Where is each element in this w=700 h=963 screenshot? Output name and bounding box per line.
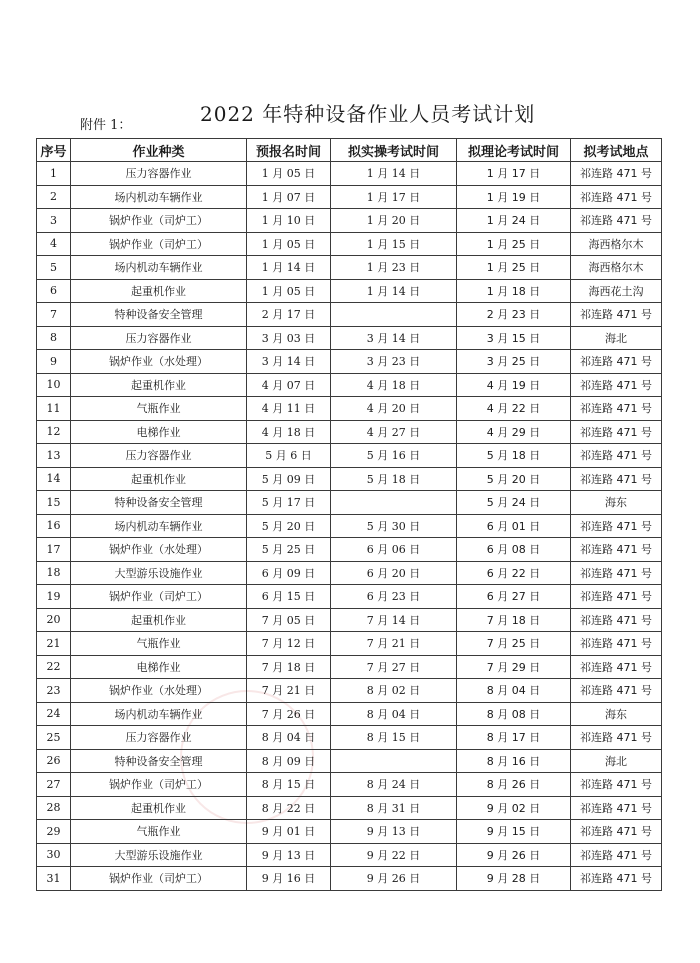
cell-no: 2 — [37, 185, 71, 209]
cell-practical-exam-date: 8 月 24 日 — [331, 773, 457, 797]
cell-practical-exam-date: 6 月 06 日 — [331, 538, 457, 562]
cell-practical-exam-date: 6 月 23 日 — [331, 585, 457, 609]
cell-theory-exam-date: 4 月 22 日 — [457, 397, 571, 421]
cell-no: 19 — [37, 585, 71, 609]
table-row — [37, 162, 662, 186]
cell-no: 26 — [37, 749, 71, 773]
cell-work-type: 锅炉作业（水处理） — [71, 538, 247, 562]
cell-practical-exam-date: 4 月 18 日 — [331, 373, 457, 397]
cell-work-type: 场内机动车辆作业 — [71, 185, 247, 209]
cell-theory-exam-date: 8 月 26 日 — [457, 773, 571, 797]
cell-practical-exam-date: 1 月 14 日 — [331, 279, 457, 303]
page-title: 2022 年特种设备作业人员考试计划 — [200, 102, 536, 126]
cell-work-type: 锅炉作业（司炉工） — [71, 232, 247, 256]
cell-practical-exam-date: 1 月 20 日 — [331, 209, 457, 233]
cell-exam-location: 海北 — [571, 749, 662, 773]
cell-registration-date: 6 月 09 日 — [247, 561, 331, 585]
cell-practical-exam-date — [331, 491, 457, 515]
cell-no: 8 — [37, 326, 71, 350]
table-row — [37, 749, 662, 773]
cell-exam-location: 祁连路 471 号 — [571, 726, 662, 750]
table-row — [37, 538, 662, 562]
cell-registration-date: 1 月 05 日 — [247, 232, 331, 256]
cell-theory-exam-date: 8 月 04 日 — [457, 679, 571, 703]
cell-registration-date: 8 月 04 日 — [247, 726, 331, 750]
table-row — [37, 232, 662, 256]
exam-schedule-table — [36, 138, 662, 891]
cell-registration-date: 5 月 17 日 — [247, 491, 331, 515]
cell-no: 25 — [37, 726, 71, 750]
cell-theory-exam-date: 1 月 24 日 — [457, 209, 571, 233]
cell-exam-location: 祁连路 471 号 — [571, 514, 662, 538]
table-row — [37, 561, 662, 585]
table-row — [37, 279, 662, 303]
table-row — [37, 514, 662, 538]
cell-work-type: 电梯作业 — [71, 655, 247, 679]
cell-theory-exam-date: 4 月 19 日 — [457, 373, 571, 397]
cell-no: 6 — [37, 279, 71, 303]
cell-no: 20 — [37, 608, 71, 632]
cell-no: 24 — [37, 702, 71, 726]
cell-registration-date: 7 月 12 日 — [247, 632, 331, 656]
cell-exam-location: 祁连路 471 号 — [571, 820, 662, 844]
cell-no: 30 — [37, 843, 71, 867]
cell-exam-location: 祁连路 471 号 — [571, 162, 662, 186]
table-row — [37, 726, 662, 750]
cell-practical-exam-date: 1 月 15 日 — [331, 232, 457, 256]
cell-registration-date: 9 月 13 日 — [247, 843, 331, 867]
cell-work-type: 电梯作业 — [71, 420, 247, 444]
cell-registration-date: 3 月 03 日 — [247, 326, 331, 350]
cell-exam-location: 祁连路 471 号 — [571, 397, 662, 421]
cell-registration-date: 4 月 18 日 — [247, 420, 331, 444]
cell-work-type: 气瓶作业 — [71, 397, 247, 421]
cell-no: 15 — [37, 491, 71, 515]
cell-work-type: 压力容器作业 — [71, 726, 247, 750]
cell-theory-exam-date: 1 月 17 日 — [457, 162, 571, 186]
table-row — [37, 608, 662, 632]
table-row — [37, 843, 662, 867]
cell-theory-exam-date: 9 月 28 日 — [457, 867, 571, 891]
header-practical-exam-date: 拟实操考试时间 — [331, 139, 457, 162]
cell-no: 1 — [37, 162, 71, 186]
cell-exam-location: 祁连路 471 号 — [571, 632, 662, 656]
cell-practical-exam-date — [331, 749, 457, 773]
table-row — [37, 632, 662, 656]
cell-registration-date: 1 月 14 日 — [247, 256, 331, 280]
cell-theory-exam-date: 6 月 27 日 — [457, 585, 571, 609]
header-work-type: 作业种类 — [71, 139, 247, 162]
cell-theory-exam-date: 8 月 08 日 — [457, 702, 571, 726]
table-row — [37, 820, 662, 844]
table-row — [37, 773, 662, 797]
header-registration-date: 预报名时间 — [247, 139, 331, 162]
table-row — [37, 444, 662, 468]
cell-practical-exam-date: 8 月 04 日 — [331, 702, 457, 726]
cell-theory-exam-date: 5 月 18 日 — [457, 444, 571, 468]
cell-no: 13 — [37, 444, 71, 468]
table-header-row — [37, 139, 662, 162]
cell-registration-date: 8 月 22 日 — [247, 796, 331, 820]
cell-registration-date: 5 月 09 日 — [247, 467, 331, 491]
cell-registration-date: 7 月 05 日 — [247, 608, 331, 632]
table-row — [37, 420, 662, 444]
cell-exam-location: 祁连路 471 号 — [571, 655, 662, 679]
cell-registration-date: 7 月 26 日 — [247, 702, 331, 726]
header-no: 序号 — [37, 139, 71, 162]
cell-theory-exam-date: 6 月 08 日 — [457, 538, 571, 562]
cell-no: 7 — [37, 303, 71, 327]
cell-work-type: 压力容器作业 — [71, 444, 247, 468]
cell-registration-date: 8 月 09 日 — [247, 749, 331, 773]
table-body — [37, 162, 662, 891]
cell-exam-location: 祁连路 471 号 — [571, 843, 662, 867]
cell-work-type: 锅炉作业（水处理） — [71, 679, 247, 703]
cell-work-type: 压力容器作业 — [71, 326, 247, 350]
cell-practical-exam-date: 1 月 17 日 — [331, 185, 457, 209]
cell-exam-location: 祁连路 471 号 — [571, 796, 662, 820]
cell-theory-exam-date: 3 月 15 日 — [457, 326, 571, 350]
cell-practical-exam-date: 6 月 20 日 — [331, 561, 457, 585]
cell-work-type: 特种设备安全管理 — [71, 491, 247, 515]
table-row — [37, 702, 662, 726]
cell-work-type: 锅炉作业（司炉工） — [71, 585, 247, 609]
cell-theory-exam-date: 3 月 25 日 — [457, 350, 571, 374]
cell-theory-exam-date: 1 月 25 日 — [457, 232, 571, 256]
cell-no: 9 — [37, 350, 71, 374]
cell-work-type: 气瓶作业 — [71, 820, 247, 844]
cell-registration-date: 9 月 01 日 — [247, 820, 331, 844]
cell-work-type: 锅炉作业（司炉工） — [71, 209, 247, 233]
cell-theory-exam-date: 7 月 18 日 — [457, 608, 571, 632]
cell-work-type: 大型游乐设施作业 — [71, 843, 247, 867]
cell-practical-exam-date — [331, 303, 457, 327]
cell-work-type: 起重机作业 — [71, 467, 247, 491]
table-row — [37, 796, 662, 820]
cell-exam-location: 祁连路 471 号 — [571, 350, 662, 374]
cell-exam-location: 祁连路 471 号 — [571, 867, 662, 891]
cell-exam-location: 祁连路 471 号 — [571, 303, 662, 327]
table-row — [37, 491, 662, 515]
cell-theory-exam-date: 9 月 26 日 — [457, 843, 571, 867]
cell-work-type: 锅炉作业（水处理） — [71, 350, 247, 374]
cell-theory-exam-date: 2 月 23 日 — [457, 303, 571, 327]
table-row — [37, 655, 662, 679]
cell-practical-exam-date: 5 月 30 日 — [331, 514, 457, 538]
table-row — [37, 185, 662, 209]
cell-registration-date: 1 月 10 日 — [247, 209, 331, 233]
cell-exam-location: 祁连路 471 号 — [571, 373, 662, 397]
cell-work-type: 起重机作业 — [71, 279, 247, 303]
cell-theory-exam-date: 5 月 24 日 — [457, 491, 571, 515]
cell-registration-date: 1 月 05 日 — [247, 279, 331, 303]
cell-no: 11 — [37, 397, 71, 421]
cell-registration-date: 6 月 15 日 — [247, 585, 331, 609]
cell-registration-date: 2 月 17 日 — [247, 303, 331, 327]
cell-work-type: 锅炉作业（司炉工） — [71, 773, 247, 797]
table-row — [37, 373, 662, 397]
cell-no: 5 — [37, 256, 71, 280]
cell-work-type: 场内机动车辆作业 — [71, 702, 247, 726]
table-row — [37, 256, 662, 280]
cell-exam-location: 海西花土沟 — [571, 279, 662, 303]
cell-no: 3 — [37, 209, 71, 233]
cell-no: 18 — [37, 561, 71, 585]
cell-no: 21 — [37, 632, 71, 656]
cell-exam-location: 祁连路 471 号 — [571, 444, 662, 468]
cell-exam-location: 海东 — [571, 702, 662, 726]
cell-no: 27 — [37, 773, 71, 797]
header-theory-exam-date: 拟理论考试时间 — [457, 139, 571, 162]
attachment-label: 附件 1： — [80, 118, 132, 133]
cell-practical-exam-date: 9 月 26 日 — [331, 867, 457, 891]
header-exam-location: 拟考试地点 — [571, 139, 662, 162]
cell-practical-exam-date: 7 月 21 日 — [331, 632, 457, 656]
cell-no: 28 — [37, 796, 71, 820]
table-row — [37, 585, 662, 609]
cell-theory-exam-date: 8 月 16 日 — [457, 749, 571, 773]
cell-no: 16 — [37, 514, 71, 538]
cell-exam-location: 祁连路 471 号 — [571, 585, 662, 609]
cell-practical-exam-date: 7 月 14 日 — [331, 608, 457, 632]
cell-no: 17 — [37, 538, 71, 562]
cell-theory-exam-date: 1 月 18 日 — [457, 279, 571, 303]
cell-no: 10 — [37, 373, 71, 397]
cell-theory-exam-date: 7 月 29 日 — [457, 655, 571, 679]
cell-exam-location: 海西格尔木 — [571, 232, 662, 256]
cell-exam-location: 海北 — [571, 326, 662, 350]
cell-theory-exam-date: 1 月 25 日 — [457, 256, 571, 280]
table-row — [37, 303, 662, 327]
cell-exam-location: 祁连路 471 号 — [571, 608, 662, 632]
cell-no: 4 — [37, 232, 71, 256]
cell-exam-location: 祁连路 471 号 — [571, 561, 662, 585]
cell-registration-date: 7 月 21 日 — [247, 679, 331, 703]
cell-work-type: 特种设备安全管理 — [71, 303, 247, 327]
cell-practical-exam-date: 4 月 20 日 — [331, 397, 457, 421]
cell-exam-location: 祁连路 471 号 — [571, 209, 662, 233]
cell-practical-exam-date: 9 月 22 日 — [331, 843, 457, 867]
cell-practical-exam-date: 7 月 27 日 — [331, 655, 457, 679]
cell-work-type: 起重机作业 — [71, 796, 247, 820]
cell-exam-location: 海东 — [571, 491, 662, 515]
cell-registration-date: 5 月 20 日 — [247, 514, 331, 538]
cell-practical-exam-date: 8 月 15 日 — [331, 726, 457, 750]
cell-theory-exam-date: 6 月 22 日 — [457, 561, 571, 585]
cell-practical-exam-date: 9 月 13 日 — [331, 820, 457, 844]
cell-no: 22 — [37, 655, 71, 679]
cell-registration-date: 7 月 18 日 — [247, 655, 331, 679]
cell-exam-location: 祁连路 471 号 — [571, 773, 662, 797]
cell-exam-location: 海西格尔木 — [571, 256, 662, 280]
cell-theory-exam-date: 6 月 01 日 — [457, 514, 571, 538]
cell-registration-date: 4 月 11 日 — [247, 397, 331, 421]
cell-practical-exam-date: 3 月 14 日 — [331, 326, 457, 350]
cell-exam-location: 祁连路 471 号 — [571, 467, 662, 491]
cell-registration-date: 1 月 07 日 — [247, 185, 331, 209]
cell-theory-exam-date: 5 月 20 日 — [457, 467, 571, 491]
cell-theory-exam-date: 8 月 17 日 — [457, 726, 571, 750]
table-row — [37, 679, 662, 703]
cell-registration-date: 5 月 6 日 — [247, 444, 331, 468]
cell-registration-date: 8 月 15 日 — [247, 773, 331, 797]
table-row — [37, 350, 662, 374]
cell-practical-exam-date: 1 月 14 日 — [331, 162, 457, 186]
cell-no: 12 — [37, 420, 71, 444]
table-row — [37, 467, 662, 491]
cell-no: 14 — [37, 467, 71, 491]
cell-practical-exam-date: 8 月 31 日 — [331, 796, 457, 820]
table-row — [37, 867, 662, 891]
cell-work-type: 起重机作业 — [71, 373, 247, 397]
cell-practical-exam-date: 1 月 23 日 — [331, 256, 457, 280]
cell-work-type: 场内机动车辆作业 — [71, 514, 247, 538]
cell-practical-exam-date: 5 月 16 日 — [331, 444, 457, 468]
cell-work-type: 压力容器作业 — [71, 162, 247, 186]
table-row — [37, 326, 662, 350]
cell-work-type: 特种设备安全管理 — [71, 749, 247, 773]
cell-no: 23 — [37, 679, 71, 703]
cell-registration-date: 4 月 07 日 — [247, 373, 331, 397]
cell-theory-exam-date: 1 月 19 日 — [457, 185, 571, 209]
table-row — [37, 397, 662, 421]
cell-registration-date: 3 月 14 日 — [247, 350, 331, 374]
cell-theory-exam-date: 9 月 02 日 — [457, 796, 571, 820]
cell-practical-exam-date: 8 月 02 日 — [331, 679, 457, 703]
cell-theory-exam-date: 4 月 29 日 — [457, 420, 571, 444]
cell-theory-exam-date: 7 月 25 日 — [457, 632, 571, 656]
cell-registration-date: 5 月 25 日 — [247, 538, 331, 562]
cell-practical-exam-date: 5 月 18 日 — [331, 467, 457, 491]
table-row — [37, 209, 662, 233]
cell-theory-exam-date: 9 月 15 日 — [457, 820, 571, 844]
cell-practical-exam-date: 3 月 23 日 — [331, 350, 457, 374]
cell-exam-location: 祁连路 471 号 — [571, 420, 662, 444]
cell-work-type: 气瓶作业 — [71, 632, 247, 656]
cell-registration-date: 1 月 05 日 — [247, 162, 331, 186]
cell-no: 31 — [37, 867, 71, 891]
cell-exam-location: 祁连路 471 号 — [571, 538, 662, 562]
cell-work-type: 起重机作业 — [71, 608, 247, 632]
cell-work-type: 大型游乐设施作业 — [71, 561, 247, 585]
cell-no: 29 — [37, 820, 71, 844]
cell-exam-location: 祁连路 471 号 — [571, 185, 662, 209]
cell-work-type: 锅炉作业（司炉工） — [71, 867, 247, 891]
cell-registration-date: 9 月 16 日 — [247, 867, 331, 891]
cell-exam-location: 祁连路 471 号 — [571, 679, 662, 703]
cell-practical-exam-date: 4 月 27 日 — [331, 420, 457, 444]
cell-work-type: 场内机动车辆作业 — [71, 256, 247, 280]
